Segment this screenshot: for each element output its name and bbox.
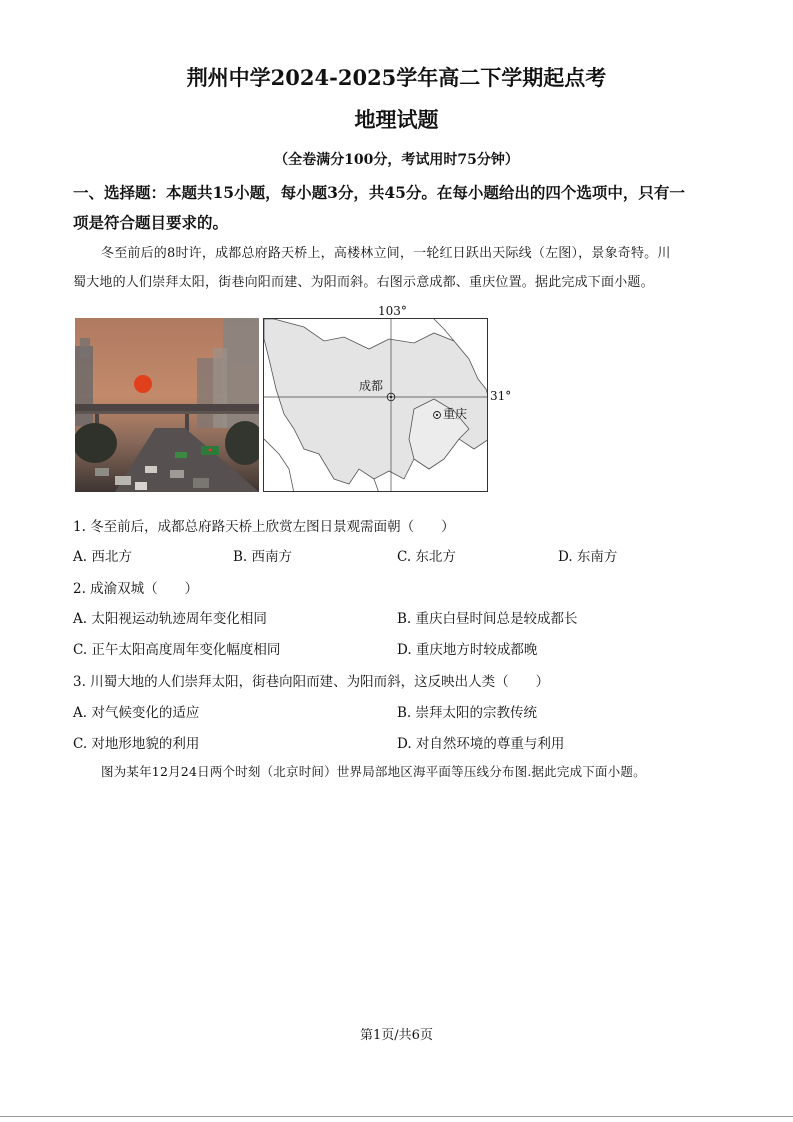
passage2: 图为某年12月24日两个时刻（北京时间）世界局部地区海平面等压线分布图.据此完成下面小题。 [101,764,646,779]
section-heading-line2: 项是符合题目要求的。 [73,213,229,232]
question-2-stem: 2. 成渝双城（ ） [73,581,199,597]
exam-note: （全卷满分100分，考试用时75分钟） [274,152,519,168]
section-heading-line1: 一、选择题：本题共15小题，每小题3分，共45分。在每小题给出的四个选项中，只有一 [73,183,685,202]
q2-option-c[interactable]: C. 正午太阳高度周年变化幅度相同 [73,642,281,658]
exam-title: 荆州中学2024-2025学年高二下学期起点考 [186,65,607,90]
question-3-stem: 3. 川蜀大地的人们崇拜太阳，街巷向阳而建、为阳而斜，这反映出人类（ ） [73,674,550,690]
q2-option-a[interactable]: A. 太阳视运动轨迹周年变化相同 [73,611,267,627]
sunrise-photo [75,318,259,492]
latitude-label: 31° [490,389,512,403]
page-footer: 第1页/共6页 [360,1028,433,1043]
q1-option-d[interactable]: D. 东南方 [558,549,618,565]
q3-option-d[interactable]: D. 对自然环境的尊重与利用 [397,736,565,752]
q3-option-a[interactable]: A. 对气候变化的适应 [73,705,200,721]
passage1-line2: 蜀大地的人们崇拜太阳，街巷向阳而建、为阳而斜。右图示意成都、重庆位置。据此完成下面小题。 [73,275,654,290]
city-label-chengdu: 成都 [359,379,384,393]
subject-title: 地理试题 [354,107,439,132]
q2-option-d[interactable]: D. 重庆地方时较成都晚 [397,642,538,658]
passage1-line1: 冬至前后的8时许，成都总府路天桥上，高楼林立间，一轮红日跃出天际线（左图），景象奇特。川 [101,246,671,261]
longitude-label: 103° [378,304,407,318]
bottom-divider [0,1116,793,1117]
q1-option-b[interactable]: B. 西南方 [233,549,293,565]
question-1-stem: 1. 冬至前后，成都总府路天桥上欣赏左图日景观需面朝（ ） [73,519,455,535]
q1-option-a[interactable]: A. 西北方 [73,549,132,565]
city-label-chongqing: 重庆 [443,407,468,421]
q3-option-c[interactable]: C. 对地形地貌的利用 [73,736,200,752]
q1-option-c[interactable]: C. 东北方 [397,549,456,565]
q3-option-b[interactable]: B. 崇拜太阳的宗教传统 [397,705,538,721]
q2-option-b[interactable]: B. 重庆白昼时间总是较成都长 [397,611,578,627]
